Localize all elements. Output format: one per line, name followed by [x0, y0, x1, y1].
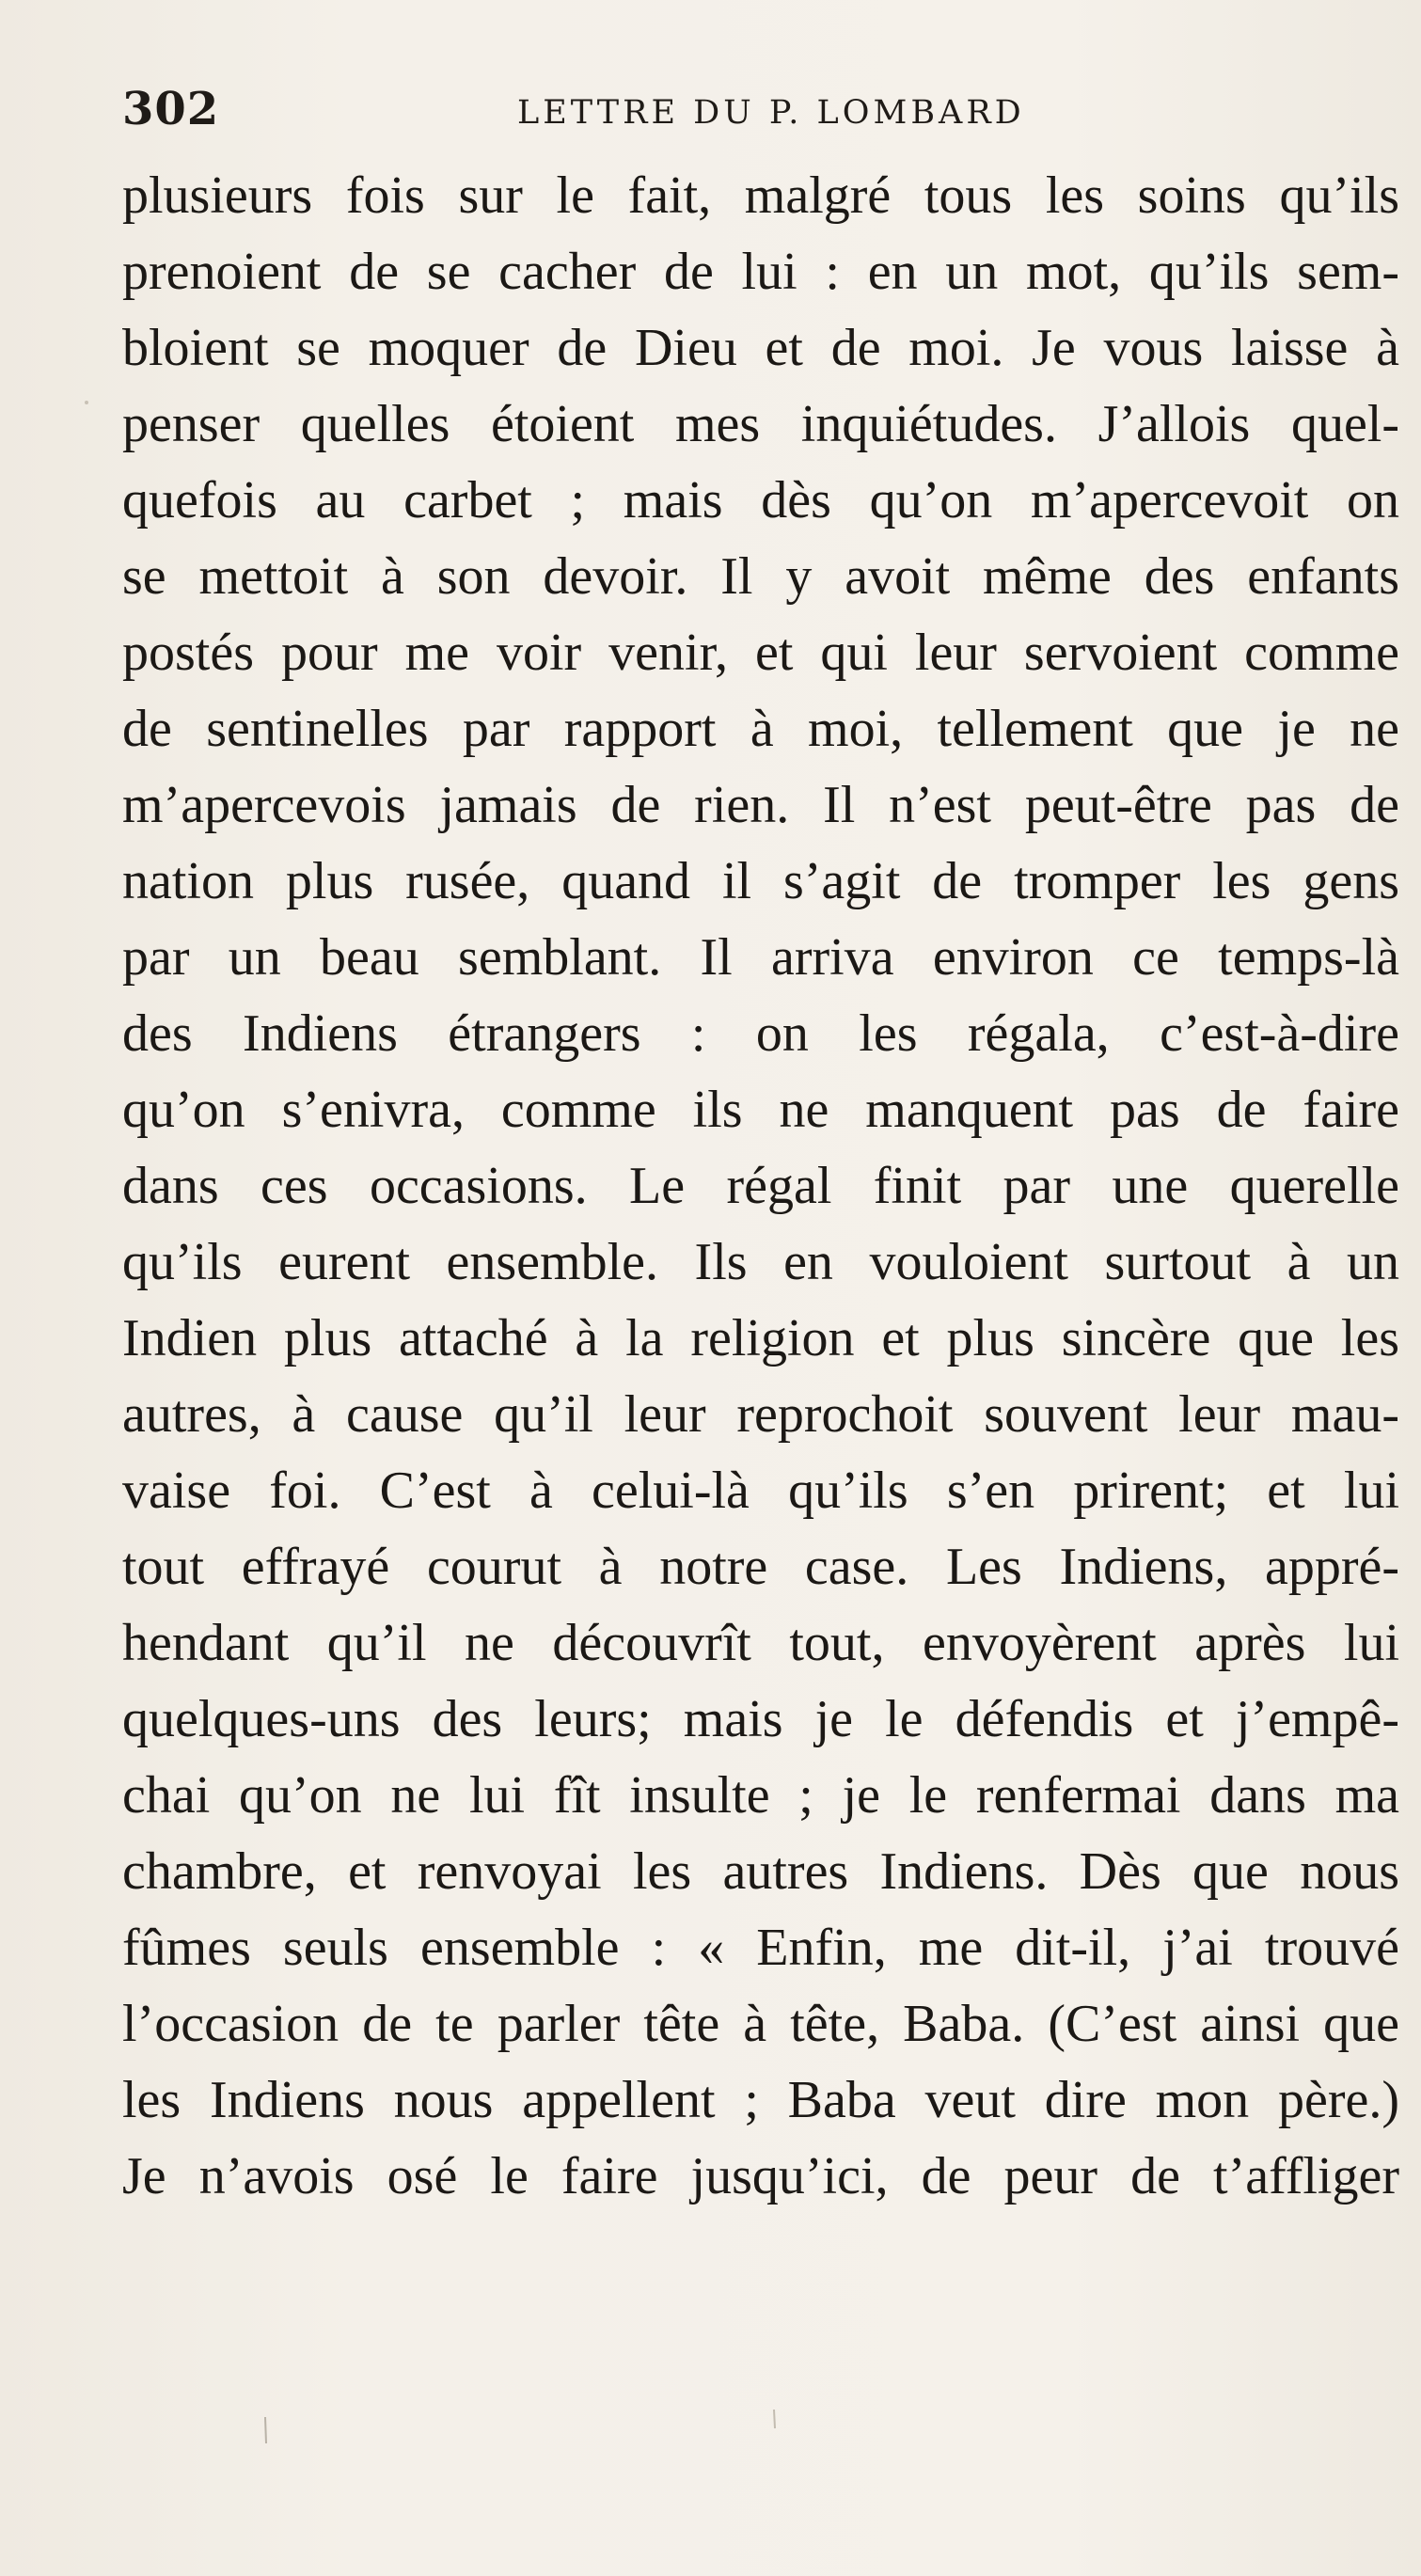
- text-line: qu’on s’enivra, comme ils ne manquent pas de faire: [122, 1081, 1399, 1139]
- text-line: penser quelles étoient mes inquiétudes. J’allois quel-: [122, 395, 1399, 453]
- text-line: par un beau semblant. Il arriva environ ce temps-là: [122, 928, 1399, 987]
- text-line: qu’ils eurent ensemble. Ils en vouloient surtout à un: [122, 1233, 1399, 1291]
- text-line: prenoient de se cacher de lui : en un mot, qu’ils sem-: [122, 243, 1399, 301]
- speck: [265, 2417, 266, 2443]
- text-line: tout effrayé courut à notre case. Les Indiens, appré-: [122, 1538, 1399, 1596]
- running-head: [122, 83, 1401, 139]
- text-line: Je n’avois osé le faire jusqu’ici, de peur de t’affliger: [122, 2147, 1399, 2205]
- text-line: autres, à cause qu’il leur reprochoit souvent leur mau-: [122, 1385, 1399, 1444]
- text-line: de sentinelles par rapport à moi, tellement que je ne: [122, 700, 1399, 758]
- text-line: des Indiens étrangers : on les régala, c’est-à-dire: [122, 1004, 1399, 1063]
- text-line: dans ces occasions. Le régal finit par une querelle: [122, 1157, 1399, 1215]
- text-line: nation plus rusée, quand il s’agit de tromper les gens: [122, 852, 1399, 910]
- text-line: chambre, et renvoyai les autres Indiens. Dès que nous: [122, 1842, 1399, 1901]
- page-number: 302: [122, 83, 220, 135]
- text-line: m’apercevois jamais de rien. Il n’est peut-être pas de: [122, 776, 1399, 834]
- text-line: fûmes seuls ensemble : « Enfin, me dit-il, j’ai trouvé: [122, 1919, 1399, 1977]
- text-line: quelques-uns des leurs; mais je le défendis et j’empê-: [122, 1690, 1399, 1748]
- text-line: bloient se moquer de Dieu et de moi. Je vous laisse à: [122, 319, 1399, 377]
- text-line: les Indiens nous appellent ; Baba veut dire mon père.): [122, 2071, 1399, 2129]
- text-line: hendant qu’il ne découvrît tout, envoyèrent après lui: [122, 1614, 1399, 1672]
- speck: [774, 2410, 775, 2428]
- text-line: plusieurs fois sur le fait, malgré tous les soins qu’ils: [122, 166, 1399, 225]
- body-text: [122, 158, 1399, 2215]
- text-line: postés pour me voir venir, et qui leur servoient comme: [122, 624, 1399, 682]
- speck: [85, 401, 88, 404]
- text-line: vaise foi. C’est à celui-là qu’ils s’en prirent; et lui: [122, 1462, 1399, 1520]
- running-title: LETTRE DU P. LOMBARD: [517, 94, 1025, 132]
- text-line: quefois au carbet ; mais dès qu’on m’apercevoit on: [122, 471, 1399, 529]
- text-line: Indien plus attaché à la religion et plus sincère que les: [122, 1309, 1399, 1367]
- text-line: se mettoit à son devoir. Il y avoit même des enfants: [122, 547, 1399, 606]
- text-line: l’occasion de te parler tête à tête, Baba. (C’est ainsi que: [122, 1995, 1399, 2053]
- text-line: chai qu’on ne lui fît insulte ; je le renfermai dans ma: [122, 1766, 1399, 1825]
